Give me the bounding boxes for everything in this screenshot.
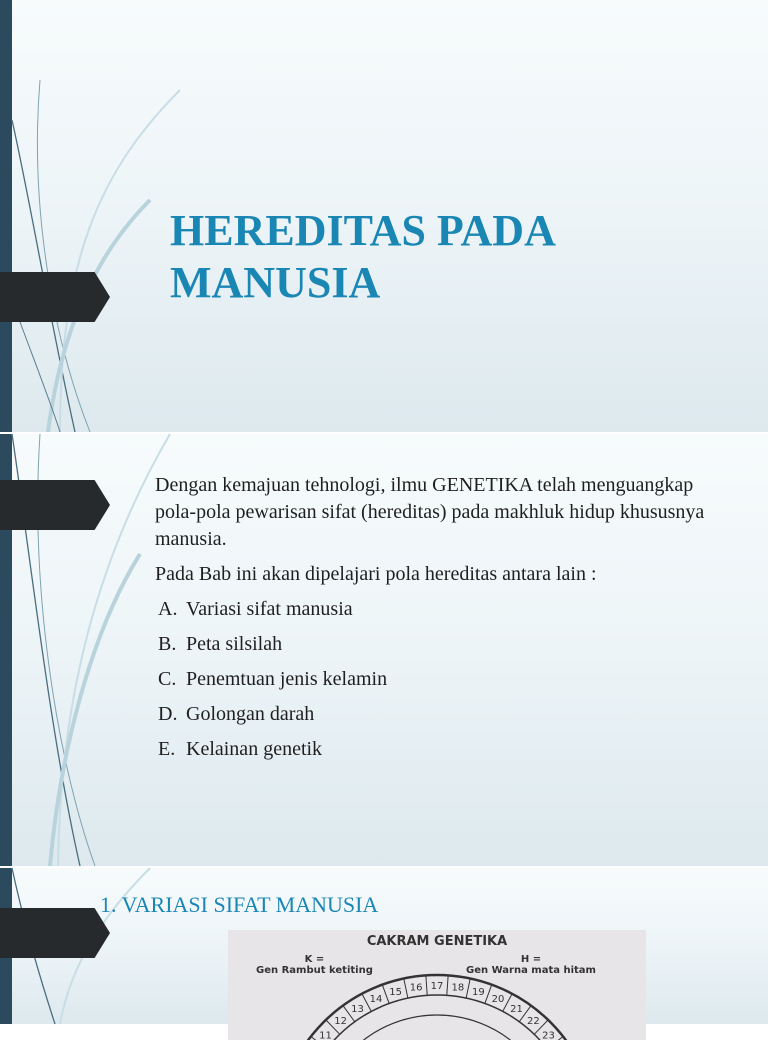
arrow-tab [0,480,110,530]
topic-text: Peta silsilah [186,633,283,655]
gene-description: Gen Rambut ketiting [256,965,373,976]
topic-letter: D. [158,703,178,725]
wheel-divider [404,978,408,998]
disc-wheel [228,930,646,1040]
bullet-item [133,561,733,588]
topic-letter: A. [158,598,178,620]
disc-heading: CAKRAM GENETIKA [366,934,508,949]
topic-letter: C. [158,668,177,690]
section-title: 1. VARIASI SIFAT MANUSIA [100,892,379,917]
title-slide [0,0,768,432]
wheel-number: 14 [369,993,383,1005]
wheel-number: 12 [334,1016,347,1028]
topic-list [158,596,387,771]
topic-item-e [158,736,387,763]
topic-text: Variasi sifat manusia [186,598,353,620]
topic-letter: E. [158,738,176,760]
wheel-number: 23 [542,1030,555,1040]
topic-text: Penemtuan jenis kelamin [186,668,388,690]
arrow-tab [0,908,110,958]
topic-text: Golongan darah [186,703,315,725]
wheel-divider [426,975,427,995]
wheel-number: 19 [471,986,485,998]
topic-item-b [158,631,387,658]
arrow-tab [0,272,110,322]
gene-description: Gen Warna mata hitam [466,965,596,976]
wheel-number: 20 [491,993,505,1005]
bullet-list [133,472,733,596]
bullet-text: Dengan kemajuan tehnologi, ilmu GENETIKA telah menguangkap pola-pola pewarisan sifat (hereditas) pada makhluk hidup khususnya manusia. [155,474,705,550]
wheel-number: 21 [510,1003,523,1015]
wheel-number: 16 [409,982,423,994]
section-slide [0,868,768,1040]
bullet-text: Pada Bab ini akan dipelajari pola hereditas antara lain : [155,563,597,585]
topic-letter: B. [158,633,177,655]
topic-text: Kelainan genetik [186,738,323,760]
wheel-divider [466,978,470,998]
wheel-divider [382,985,389,1004]
wheel-divider [447,975,448,995]
wheel-number: 17 [430,981,444,992]
genetic-disc-image [228,930,646,1040]
topic-item-a [158,596,387,623]
wheel-number: 15 [389,986,403,998]
gene-symbol: H = [520,954,542,965]
topic-item-c [158,666,387,693]
wheel-number: 13 [351,1003,364,1015]
topic-item-d [158,701,387,728]
content-slide [0,434,768,866]
wheel-number: 22 [527,1016,540,1028]
bullet-item [133,472,733,553]
slide-title: HEREDITAS PADA MANUSIA [170,206,554,307]
gene-symbol: K = [304,954,325,965]
wheel-number: 18 [451,982,465,994]
wheel-number: 11 [319,1030,332,1040]
